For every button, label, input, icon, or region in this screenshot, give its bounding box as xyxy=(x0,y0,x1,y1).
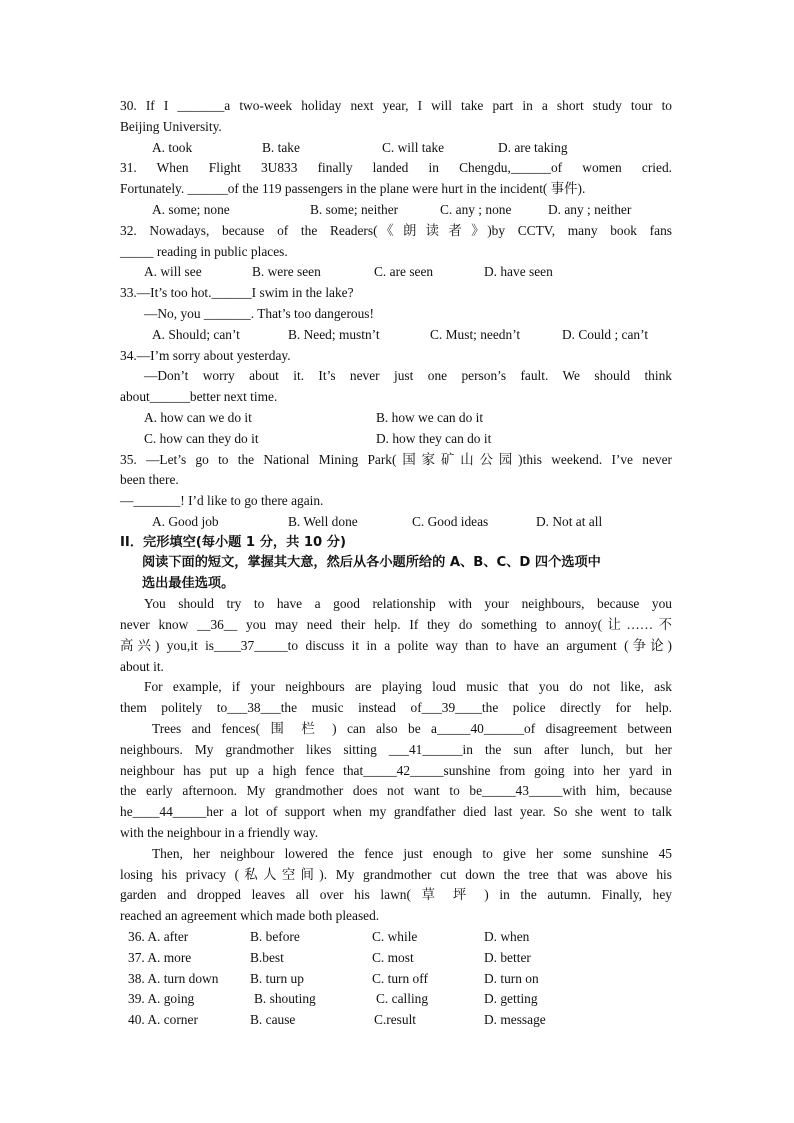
option-d: D. any ; neither xyxy=(548,201,632,217)
question-text: 34.—I’m sorry about yesterday. xyxy=(120,347,291,363)
cloze-options xyxy=(120,927,672,1031)
passage-line: Trees and fences( 围 栏 ) can also be a_____40______of disagreement between xyxy=(152,721,672,737)
section-title: II．完形填空(每小题 1 分，共 10 分) xyxy=(120,534,347,550)
option-a: A. some; none xyxy=(152,201,230,217)
question-text: 33.—It’s too hot.______I swim in the lake? xyxy=(120,285,354,301)
cloze-option-row xyxy=(120,969,672,990)
passage-line: them politely to___38___the music instead of___39____the police directly for help. xyxy=(120,700,672,716)
passage-line: he____44_____her a lot of support when my grandfather died last year. So she went to talk xyxy=(120,804,672,820)
cloze-option-row xyxy=(120,1010,672,1031)
option-c: C. calling xyxy=(376,991,429,1007)
option-c: C. while xyxy=(372,928,418,944)
option-d: D. are taking xyxy=(498,139,568,155)
options-row xyxy=(120,408,672,429)
question-text: —Don’t worry about it. It’s never just one person’s fault. We should think xyxy=(144,368,672,384)
question-35 xyxy=(120,450,672,533)
option-b: B. turn up xyxy=(250,970,304,986)
option-a: A. Good job xyxy=(152,513,219,529)
option-a: A. took xyxy=(152,139,193,155)
passage-line: You should try to have a good relationship with your neighbours, because you xyxy=(144,596,672,612)
passage-line: about it. xyxy=(120,658,164,674)
options-row xyxy=(120,138,672,159)
passage-line: with the neighbour in a friendly way. xyxy=(120,825,319,840)
option-c: C. how can they do it xyxy=(144,430,259,446)
option-b: B. Need; mustn’t xyxy=(288,326,380,342)
question-text: 32. Nowadays, because of the Readers(《朗读者》)by CCTV, many book fans xyxy=(120,222,672,238)
option-c: C. any ; none xyxy=(440,201,512,217)
section-instruction: 阅读下面的短文，掌握其大意，然后从各小题所给的 A、B、C、D 四个选项中 xyxy=(142,555,601,571)
option-b: B.best xyxy=(250,949,284,965)
option-c: C. most xyxy=(372,949,414,965)
passage-line: Then, her neighbour lowered the fence just enough to give her some sunshine 45 xyxy=(152,845,672,861)
section-heading xyxy=(120,533,672,595)
option-b: B. before xyxy=(250,928,300,944)
option-a: A. Should; can’t xyxy=(152,326,240,342)
option-a: 37. A. more xyxy=(128,949,192,965)
question-text: been there. xyxy=(120,472,179,488)
passage-line: losing his privacy (私人空间). My grandmother cut down the tree that was above his xyxy=(120,866,672,882)
option-c: C. will take xyxy=(382,139,445,155)
option-d: D. better xyxy=(484,949,531,965)
option-c: C.result xyxy=(374,1012,417,1028)
option-b: B. Well done xyxy=(288,513,358,529)
passage-line: neighbours. My grandmother likes sitting ___41______in the sun after lunch, but her xyxy=(120,741,672,757)
option-d: D. when xyxy=(484,928,530,944)
question-31 xyxy=(120,158,672,220)
options-row xyxy=(120,200,672,221)
option-d: D. Could ; can’t xyxy=(562,326,649,342)
options-row xyxy=(120,429,672,450)
option-d: D. getting xyxy=(484,991,538,1007)
option-b: B. take xyxy=(262,139,300,155)
option-a: A. will see xyxy=(144,264,202,280)
option-a: 36. A. after xyxy=(128,928,189,944)
option-d: D. how they can do it xyxy=(376,430,492,446)
question-text: about______better next time. xyxy=(120,389,278,405)
option-d: D. message xyxy=(484,1012,546,1028)
options-row xyxy=(120,325,672,346)
option-a: 39. A. going xyxy=(128,991,195,1007)
question-text: 30. If I _______a two-week holiday next year, I will take part in a short study tour to xyxy=(120,98,672,113)
question-33 xyxy=(120,283,672,345)
question-34 xyxy=(120,346,672,450)
question-text: Fortunately. ______of the 119 passengers in the plane were hurt in the incident( 事件). xyxy=(120,181,586,197)
cloze-option-row xyxy=(120,948,672,969)
passage-line: 高兴) you,it is____37_____to discuss it in a polite way than to have an argument (争论) xyxy=(120,637,672,653)
option-c: C. Must; needn’t xyxy=(430,326,521,342)
passage-line: neighbour has put up a high fence that_____42_____sunshine from going into her yard in xyxy=(120,762,672,778)
option-d: D. turn on xyxy=(484,970,539,986)
question-text: —No, you _______. That’s too dangerous! xyxy=(144,305,374,321)
option-b: B. cause xyxy=(250,1012,296,1028)
option-b: B. shouting xyxy=(254,991,316,1007)
option-b: B. how we can do it xyxy=(376,409,484,425)
option-d: D. Not at all xyxy=(536,513,603,529)
passage-line: the early afternoon. My grandmother does not want to be_____43_____with him, because xyxy=(120,783,672,799)
option-c: C. turn off xyxy=(372,970,428,986)
question-text: 31. When Flight 3U833 finally landed in Chengdu,______of women cried. xyxy=(120,160,672,176)
question-text: —_______! I’d like to go there again. xyxy=(120,493,324,509)
option-a: 38. A. turn down xyxy=(128,970,219,986)
question-text: _____ reading in public places. xyxy=(120,243,288,259)
option-c: C. are seen xyxy=(374,264,434,280)
exam-page xyxy=(120,96,672,1031)
options-row xyxy=(120,512,672,533)
passage-line: never know __36__ you may need their help. If they do something to annoy(让……不 xyxy=(120,617,672,633)
passage-line: garden and dropped leaves all over his lawn( 草 坪 ) in the autumn. Finally, hey xyxy=(120,887,672,903)
passage-line: reached an agreement which made both pleased. xyxy=(120,908,380,924)
option-a: A. how can we do it xyxy=(144,409,252,425)
option-a: 40. A. corner xyxy=(128,1012,198,1028)
question-text: Beijing University. xyxy=(120,118,222,134)
options-row xyxy=(120,262,672,283)
option-d: D. have seen xyxy=(484,264,553,280)
cloze-passage xyxy=(120,594,672,927)
option-b: B. were seen xyxy=(252,264,321,280)
cloze-option-row xyxy=(120,927,672,948)
question-32 xyxy=(120,221,672,283)
cloze-option-row xyxy=(120,989,672,1010)
question-30 xyxy=(120,96,672,158)
option-b: B. some; neither xyxy=(310,201,399,217)
option-c: C. Good ideas xyxy=(412,513,489,529)
question-text: 35. —Let’s go to the National Mining Park(国家矿山公园)this weekend. I’ve never xyxy=(120,451,672,467)
passage-line: For example, if your neighbours are playing loud music that you do not like, ask xyxy=(144,679,672,695)
section-instruction: 选出最佳选项。 xyxy=(142,575,235,591)
